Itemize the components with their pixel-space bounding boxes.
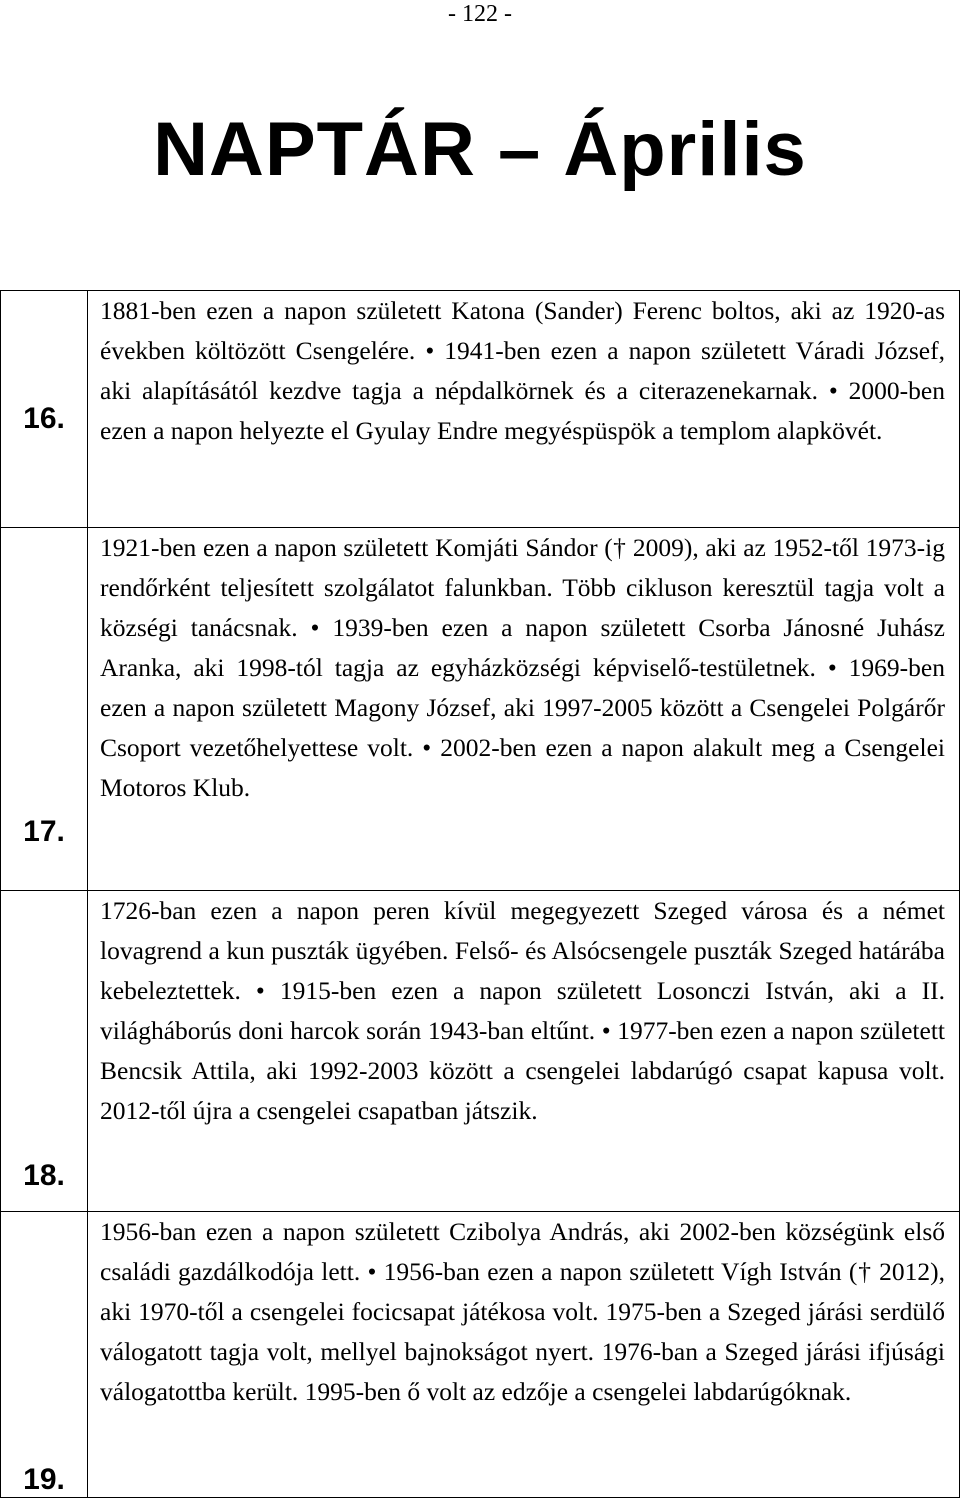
calendar-table <box>0 290 960 1498</box>
entry-text: 1726-ban ezen a napon peren kívül megegyezett Szeged városa és a német lovagrend a kun puszták ügyében. Felső- és Alsócsengele puszták Szeged határába kebeleztettek. • 1915-ben ezen a napon született Losonczi István, aki a II. világháborús doni harcok során 1943-ban eltűnt. • 1977-ben ezen a napon született Bencsik Attila, aki 1992-2003 között a csengelei labdarúgó csapat kapusa volt. 2012-től újra a csengelei csapatban játszik. <box>88 891 960 1212</box>
calendar-row <box>1 528 960 891</box>
day-cell <box>1 891 88 1212</box>
entry-text: 1881-ben ezen a napon született Katona (Sander) Ferenc boltos, aki az 1920-as években költözött Csengelére. • 1941-ben ezen a napon született Váradi József, aki alapításától kezdve tagja a népdalkörnek és a citerazenekarnak. • 2000-ben ezen a napon helyezte el Gyulay Endre megyéspüspök a templom alapkövét. <box>88 291 960 528</box>
day-number: 17. <box>23 814 65 848</box>
day-number: 16. <box>23 402 65 435</box>
calendar-row <box>1 291 960 528</box>
calendar-row <box>1 891 960 1212</box>
calendar-row <box>1 1212 960 1498</box>
page-title: NAPTÁR – Április <box>153 107 807 192</box>
day-number: 19. <box>23 1462 65 1496</box>
day-cell <box>1 1212 88 1498</box>
entry-text: 1921-ben ezen a napon született Komjáti Sándor († 2009), aki az 1952-től 1973-ig rendőrként teljesített szolgálatot falunkban. Több cikluson keresztül tagja volt a községi tanácsnak. • 1939-ben ezen a napon született Csorba Jánosné Juhász Aranka, aki 1998-tól tagja az egyházközségi képviselő-testületnek. • 1969-ben ezen a napon született Magony József, aki 1997-2005 között a Csengelei Polgárőr Csoport vezetőhelyettese volt. • 2002-ben ezen a napon alakult meg a Csengelei Motoros Klub. <box>88 528 960 891</box>
entry-text: 1956-ban ezen a napon született Czibolya András, aki 2002-ben községünk első családi gazdálkodója lett. • 1956-ban ezen a napon született Vígh István († 2012), aki 1970-től a csengelei focicsapat játékosa volt. 1975-ben a Szeged járási serdülő válogatott tagja volt, mellyel bajnokságot nyert. 1976-ban a Szeged járási ifjúsági válogatottba került. 1995-ben ő volt az edzője a csengelei labdarúgóknak. <box>88 1212 960 1498</box>
page-number: - 122 - <box>448 1 512 27</box>
day-cell <box>1 528 88 891</box>
day-cell <box>1 291 88 528</box>
day-number: 18. <box>23 1159 65 1192</box>
